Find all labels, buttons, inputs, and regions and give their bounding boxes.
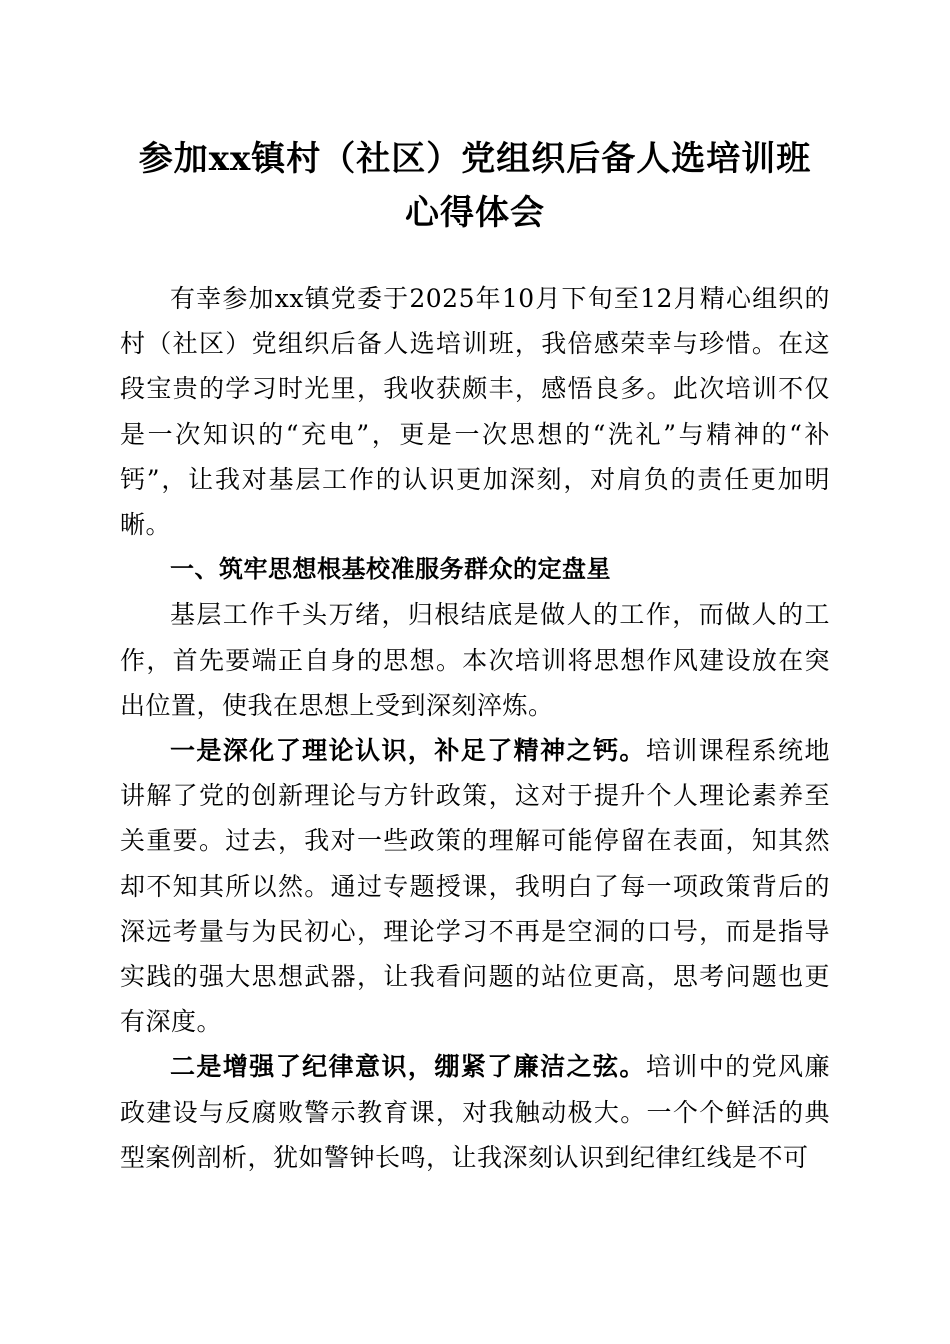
point-paragraph-2 — [120, 1044, 830, 1180]
intro-paragraph: 有幸参加xx镇党委于2025年10月下旬至12月精心组织的村（社区）党组织后备人选培训班，我倍感荣幸与珍惜。在这段宝贵的学习时光里，我收获颇丰，感悟良多。此次培训不仅是一次知识的“充电”，更是一次思想的“洗礼”与精神的“补钙”，让我对基层工作的认识更加深刻，对肩负的责任更加明晰。 — [120, 284, 830, 540]
section-heading: 一、筑牢思想根基校准服务群众的定盘星 — [170, 555, 611, 584]
title-line-2: 心得体会 — [405, 193, 545, 233]
document-title — [100, 132, 850, 240]
point-2-text: 培训中的党风廉政建设与反腐败警示教育课，对我触动极大。一个个鲜活的典型案例剖析，犹如警钟长鸣，让我深刻认识到纪律红线是不可 — [120, 1052, 830, 1172]
point-1-text: 培训课程系统地讲解了党的创新理论与方针政策，这对于提升个人理论素养至关重要。过去，我对一些政策的理解可能停留在表面，知其然却不知其所以然。通过专题授课，我明白了每一项政策背后的深远考量与为民初心，理论学习不再是空洞的口号，而是指导实践的强大思想武器，让我看问题的站位更高，思考问题也更有深度。 — [120, 736, 830, 1037]
point-2-lead: 二是增强了纪律意识，绷紧了廉洁之弦。 — [170, 1052, 646, 1082]
section-paragraph: 基层工作千头万绪，归根结底是做人的工作，而做人的工作，首先要端正自身的思想。本次培训将思想作风建设放在突出位置，使我在思想上受到深刻淬炼。 — [120, 600, 830, 720]
point-paragraph-1 — [120, 728, 830, 1044]
point-1-lead: 一是深化了理论认识，补足了精神之钙。 — [170, 736, 646, 766]
document-body — [120, 276, 830, 1180]
title-line-1: 参加xx镇村（社区）党组织后备人选培训班 — [138, 139, 812, 179]
